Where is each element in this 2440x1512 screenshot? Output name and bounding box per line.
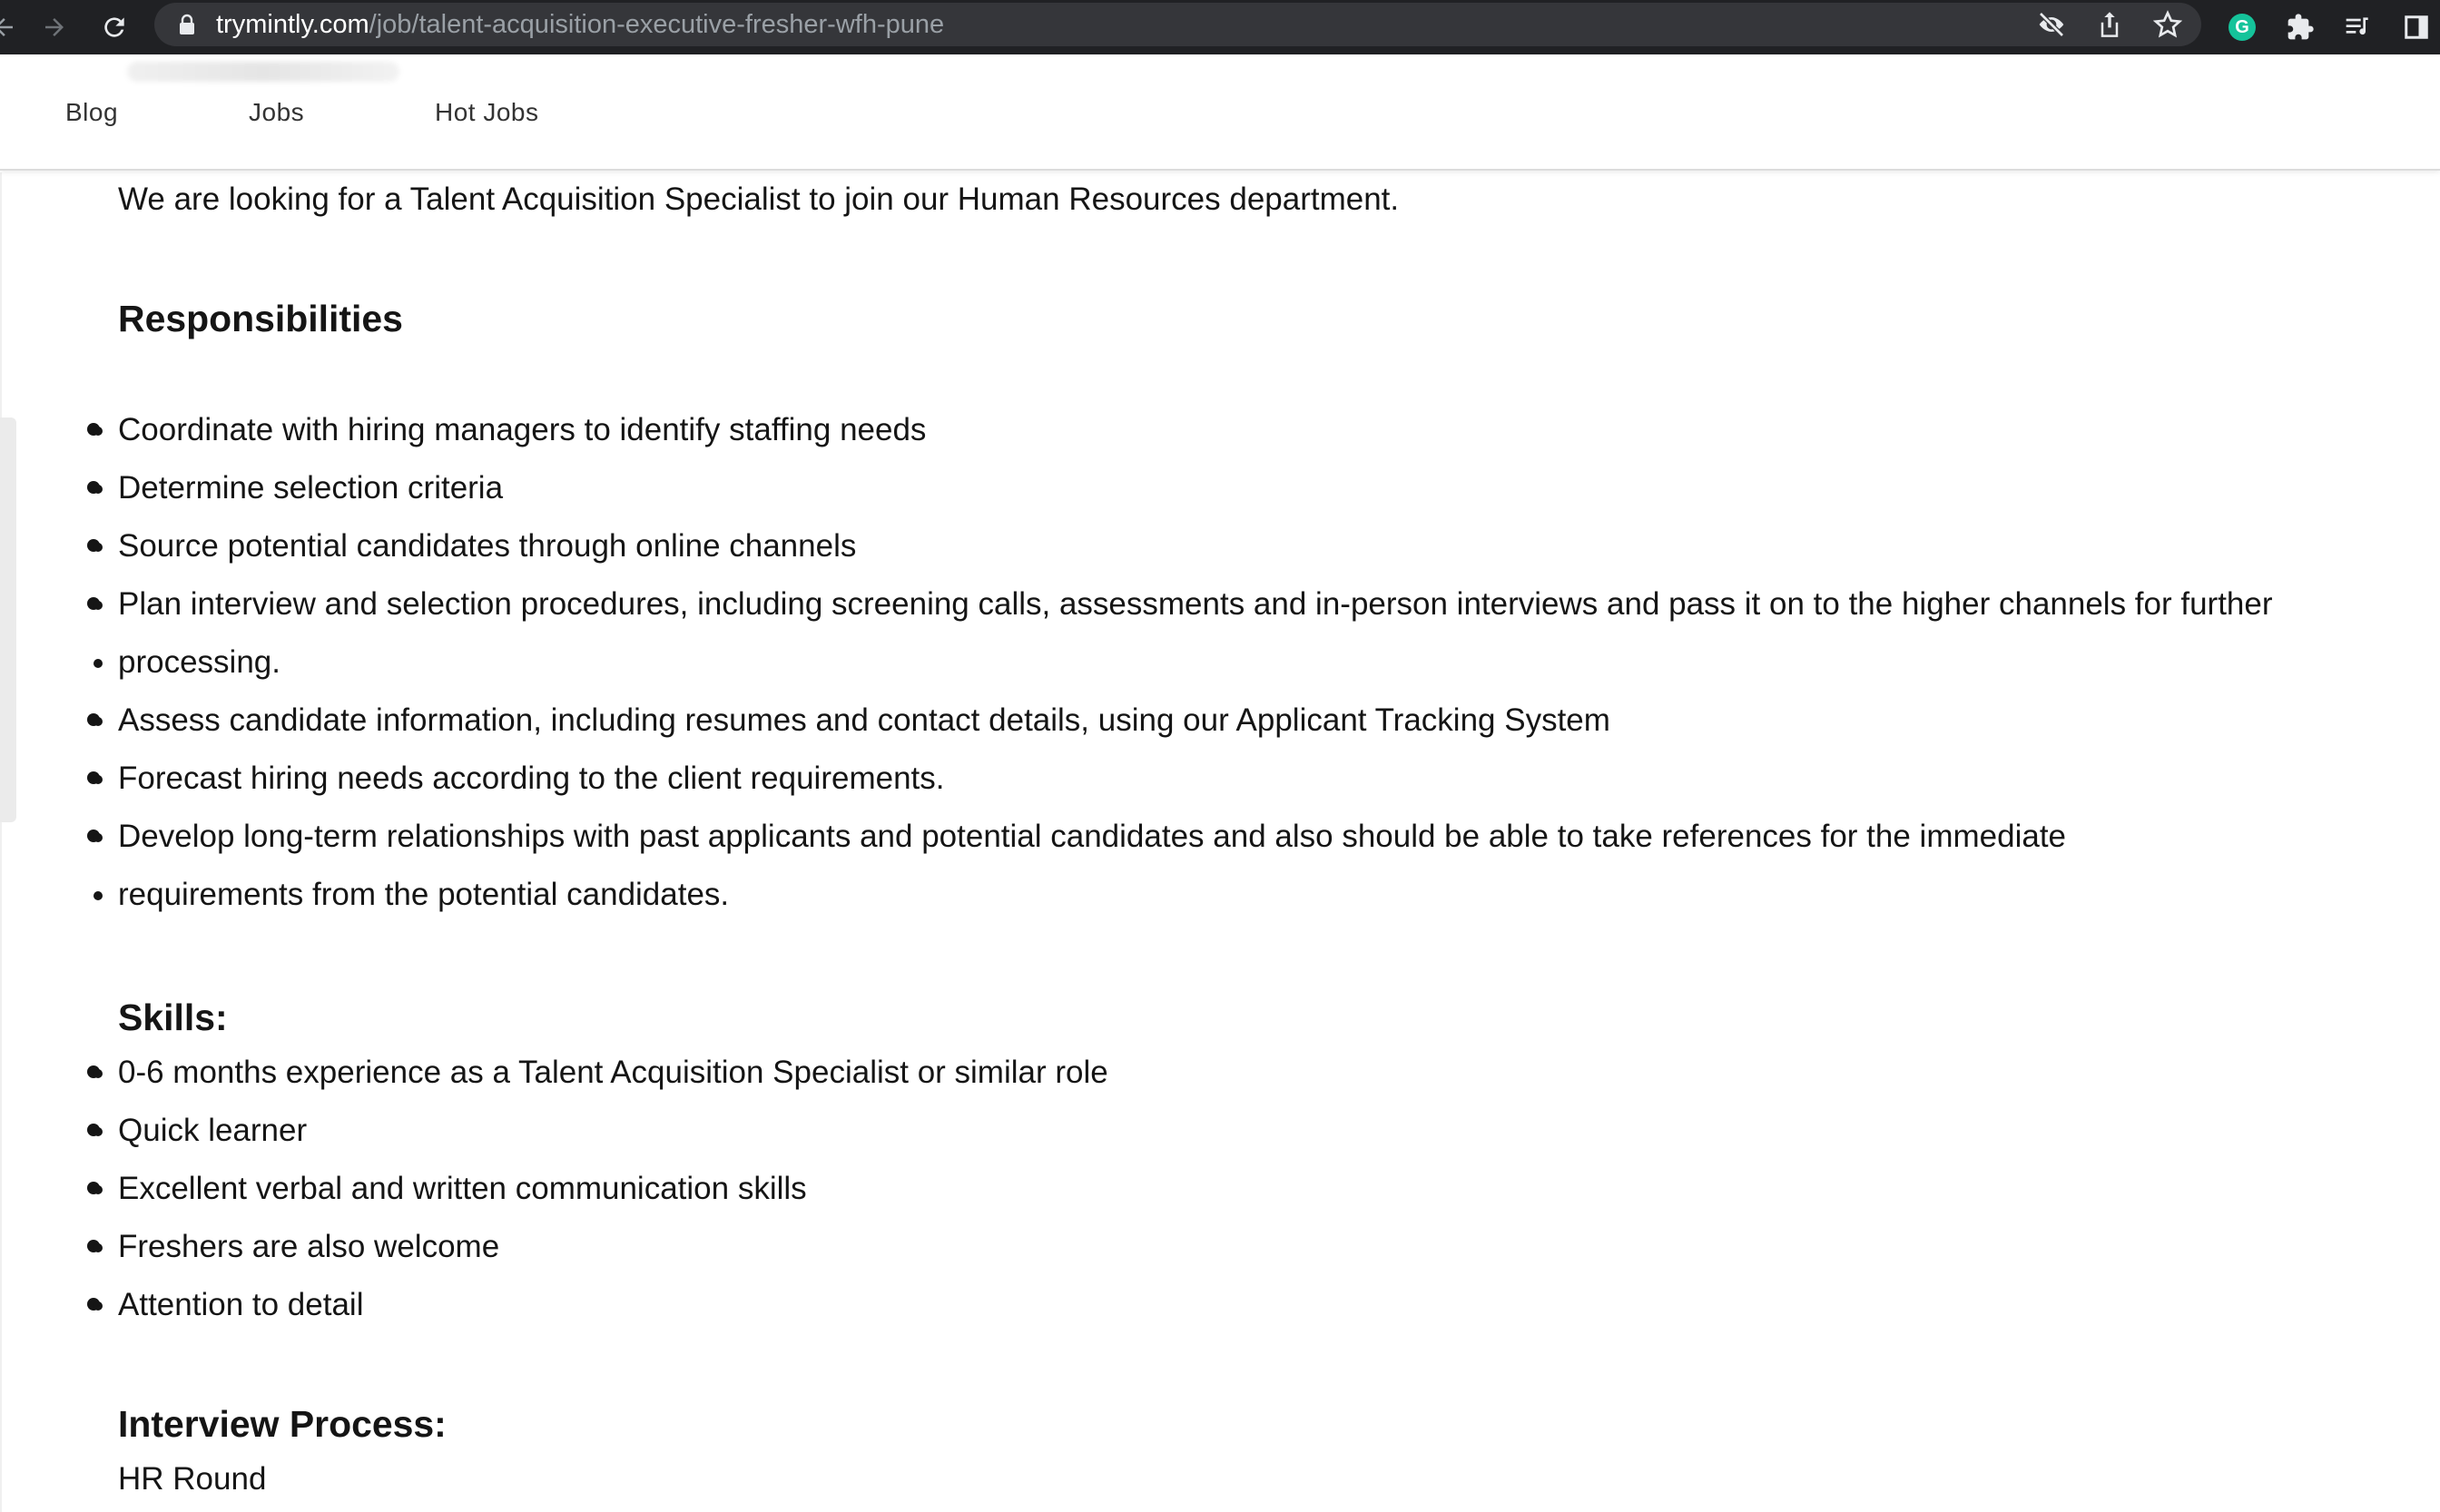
url-host: trymintly.com xyxy=(216,10,369,39)
nav-blog[interactable]: Blog xyxy=(65,98,119,126)
list-item: • Determine selection criteria xyxy=(118,470,503,506)
intro-paragraph: We are looking for a Talent Acquisition Specialist to join our Human Resources department. xyxy=(118,182,1400,217)
list-item: • Coordinate with hiring managers to identify staffing needs xyxy=(118,412,926,448)
star-icon[interactable] xyxy=(2144,3,2191,46)
list-item: • Freshers are also welcome xyxy=(118,1229,499,1265)
lock-icon xyxy=(178,14,196,40)
back-icon[interactable] xyxy=(0,0,27,54)
address-bar[interactable] xyxy=(154,3,2201,46)
browser-toolbar xyxy=(0,0,2440,54)
responsibilities-heading: Responsibilities xyxy=(118,298,403,339)
list-item: • Forecast hiring needs according to the client requirements. xyxy=(118,761,944,797)
side-scroll-tab[interactable] xyxy=(0,417,16,822)
list-item: • Plan interview and selection procedures, including screening calls, assessments and in-person interviews and pass it on to the higher channels for further xyxy=(118,586,2273,623)
interview-round-text: HR Round xyxy=(118,1461,267,1497)
job-description xyxy=(0,172,2440,1512)
skills-heading: Skills: xyxy=(118,997,228,1038)
media-queue-icon[interactable] xyxy=(2335,0,2382,54)
grammarly-extension-icon[interactable]: G xyxy=(2219,0,2266,54)
list-item-continuation: • requirements from the potential candidates. xyxy=(118,877,729,913)
page-edge xyxy=(0,172,2,1512)
url-text[interactable] xyxy=(216,3,944,46)
share-icon[interactable] xyxy=(2086,3,2133,46)
eye-slash-icon[interactable] xyxy=(2028,3,2075,46)
list-item: • Quick learner xyxy=(118,1113,307,1149)
forward-icon[interactable] xyxy=(31,0,78,54)
list-item: • Excellent verbal and written communication skills xyxy=(118,1171,807,1207)
puzzle-extensions-icon[interactable] xyxy=(2277,0,2324,54)
url-path: /job/talent-acquisition-executive-fresher-wfh-pune xyxy=(369,10,945,39)
side-panel-icon[interactable] xyxy=(2393,0,2440,54)
interview-process-heading: Interview Process: xyxy=(118,1403,447,1445)
site-header xyxy=(0,54,2440,171)
list-item: • Source potential candidates through online channels xyxy=(118,528,856,565)
list-item: • Develop long-term relationships with past applicants and potential candidates and also should be able to take references for the immediate xyxy=(118,819,2066,855)
nav-jobs[interactable]: Jobs xyxy=(249,98,305,126)
reload-icon[interactable] xyxy=(91,0,138,54)
list-item: • 0-6 months experience as a Talent Acquisition Specialist or similar role xyxy=(118,1055,1108,1091)
list-item-continuation: • processing. xyxy=(118,644,280,681)
list-item: • Attention to detail xyxy=(118,1287,363,1323)
list-item: • Assess candidate information, including resumes and contact details, using our Applicant Tracking System xyxy=(118,702,1610,739)
nav-hot-jobs[interactable]: Hot Jobs xyxy=(435,98,539,126)
